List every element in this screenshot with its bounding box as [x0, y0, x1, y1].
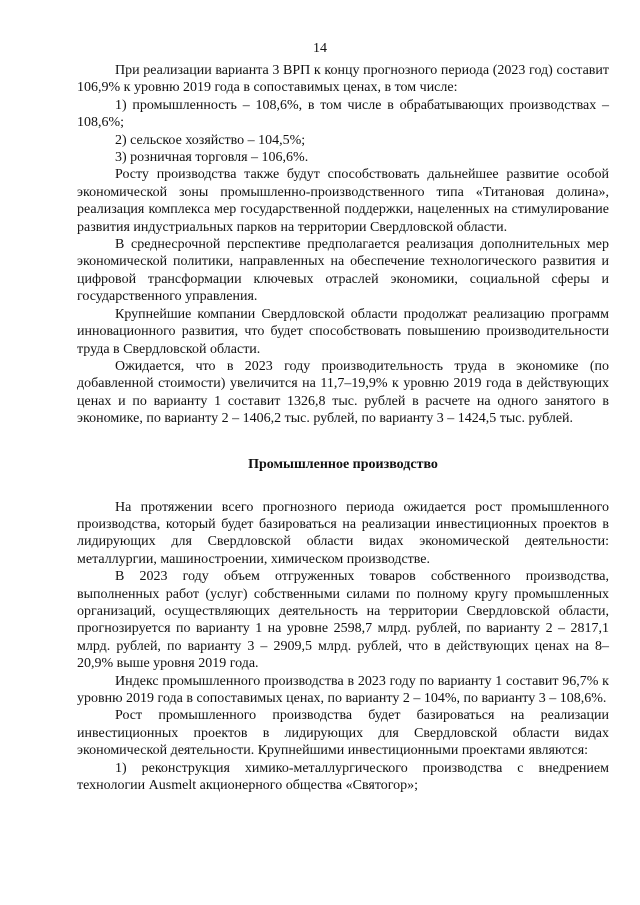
paragraph-production-index: Индекс промышленного производства в 2023 году по варианту 1 составит 96,7% к уровню 2019 года в сопоставимых ценах, по варианту 2 – 104%, по варианту 3 – 108,6%.	[77, 673, 609, 706]
document-body	[77, 62, 609, 794]
paragraph-vrp-variant-3: При реализации варианта 3 ВРП к концу прогнозного периода (2023 год) составит 106,9% к уровню 2019 года в сопоставимых ценах, в том числе:	[77, 63, 609, 96]
paragraph-investment-projects: Рост промышленного производства будет базироваться на реализации инвестиционных проектов в лидирующих для Свердловской области видах экономической деятельности. Крупнейшими инвестиционными проектами являются:	[77, 708, 609, 759]
list-item-retail: 3) розничная торговля – 106,6%.	[115, 150, 309, 166]
paragraph-medium-term: В среднесрочной перспективе предполагается реализация дополнительных мер экономической политики, направленных на обеспечение технологического развития и цифровой трансформации ключевых отраслей экономики, социальной сферы и государственного управления.	[77, 237, 609, 305]
paragraph-titanium-valley: Росту производства также будут способствовать дальнейшее развитие особой экономической зоны промышленно-производственного типа «Титановая долина», реализация комплекса мер государственной поддержки, нацеленных на стимулирование развития индустриальных парков на территории Свердловской области.	[77, 167, 609, 235]
paragraph-shipped-goods: В 2023 году объем отгруженных товаров собственного производства, выполненных работ (услуг) собственными силами по полному кругу промышленных организаций, осуществляющих деятельность на территории Свердловской области, прогнозируется по варианту 1 на уровне 2598,7 млрд. рублей, по варианту 2 – 2817,1 млрд. рублей, по варианту 3 – 2909,5 млрд. рублей, что в действующих ценах на 8–20,9% выше уровня 2019 года.	[77, 569, 609, 672]
list-item-industry: 1) промышленность – 108,6%, в том числе в обрабатывающих производствах – 108,6%;	[77, 97, 609, 131]
paragraph-largest-companies: Крупнейшие компании Свердловской области продолжат реализацию программ инновационного развития, что будет способствовать повышению производительности труда в Свердловской области.	[77, 306, 609, 357]
section-heading-industrial-production: Промышленное производство	[248, 456, 438, 472]
paragraph-industrial-growth: На протяжении всего прогнозного периода ожидается рост промышленного производства, который будет базироваться на реализации инвестиционных проектов в лидирующих для Свердловской области видах экономической деятельности: металлургии, машиностроении, химическом производстве.	[77, 499, 609, 567]
page-number: 14	[313, 41, 327, 56]
paragraph-labor-productivity: Ожидается, что в 2023 году производительность труда в экономике (по добавленной стоимости) увеличится на 11,7–19,9% к уровню 2019 года в действующих ценах и по варианту 1 составит 1326,8 тыс. рублей в расчете на одного занятого в экономике, по варианту 2 – 1406,2 тыс. рублей, по варианту 3 – 1424,5 тыс. рублей.	[77, 358, 609, 427]
list-item-ausmelt-project: 1) реконструкция химико-металлургического производства с внедрением технологии Ausmelt акционерного общества «Святогор»;	[77, 760, 609, 794]
list-item-agriculture: 2) сельское хозяйство – 104,5%;	[115, 132, 306, 148]
